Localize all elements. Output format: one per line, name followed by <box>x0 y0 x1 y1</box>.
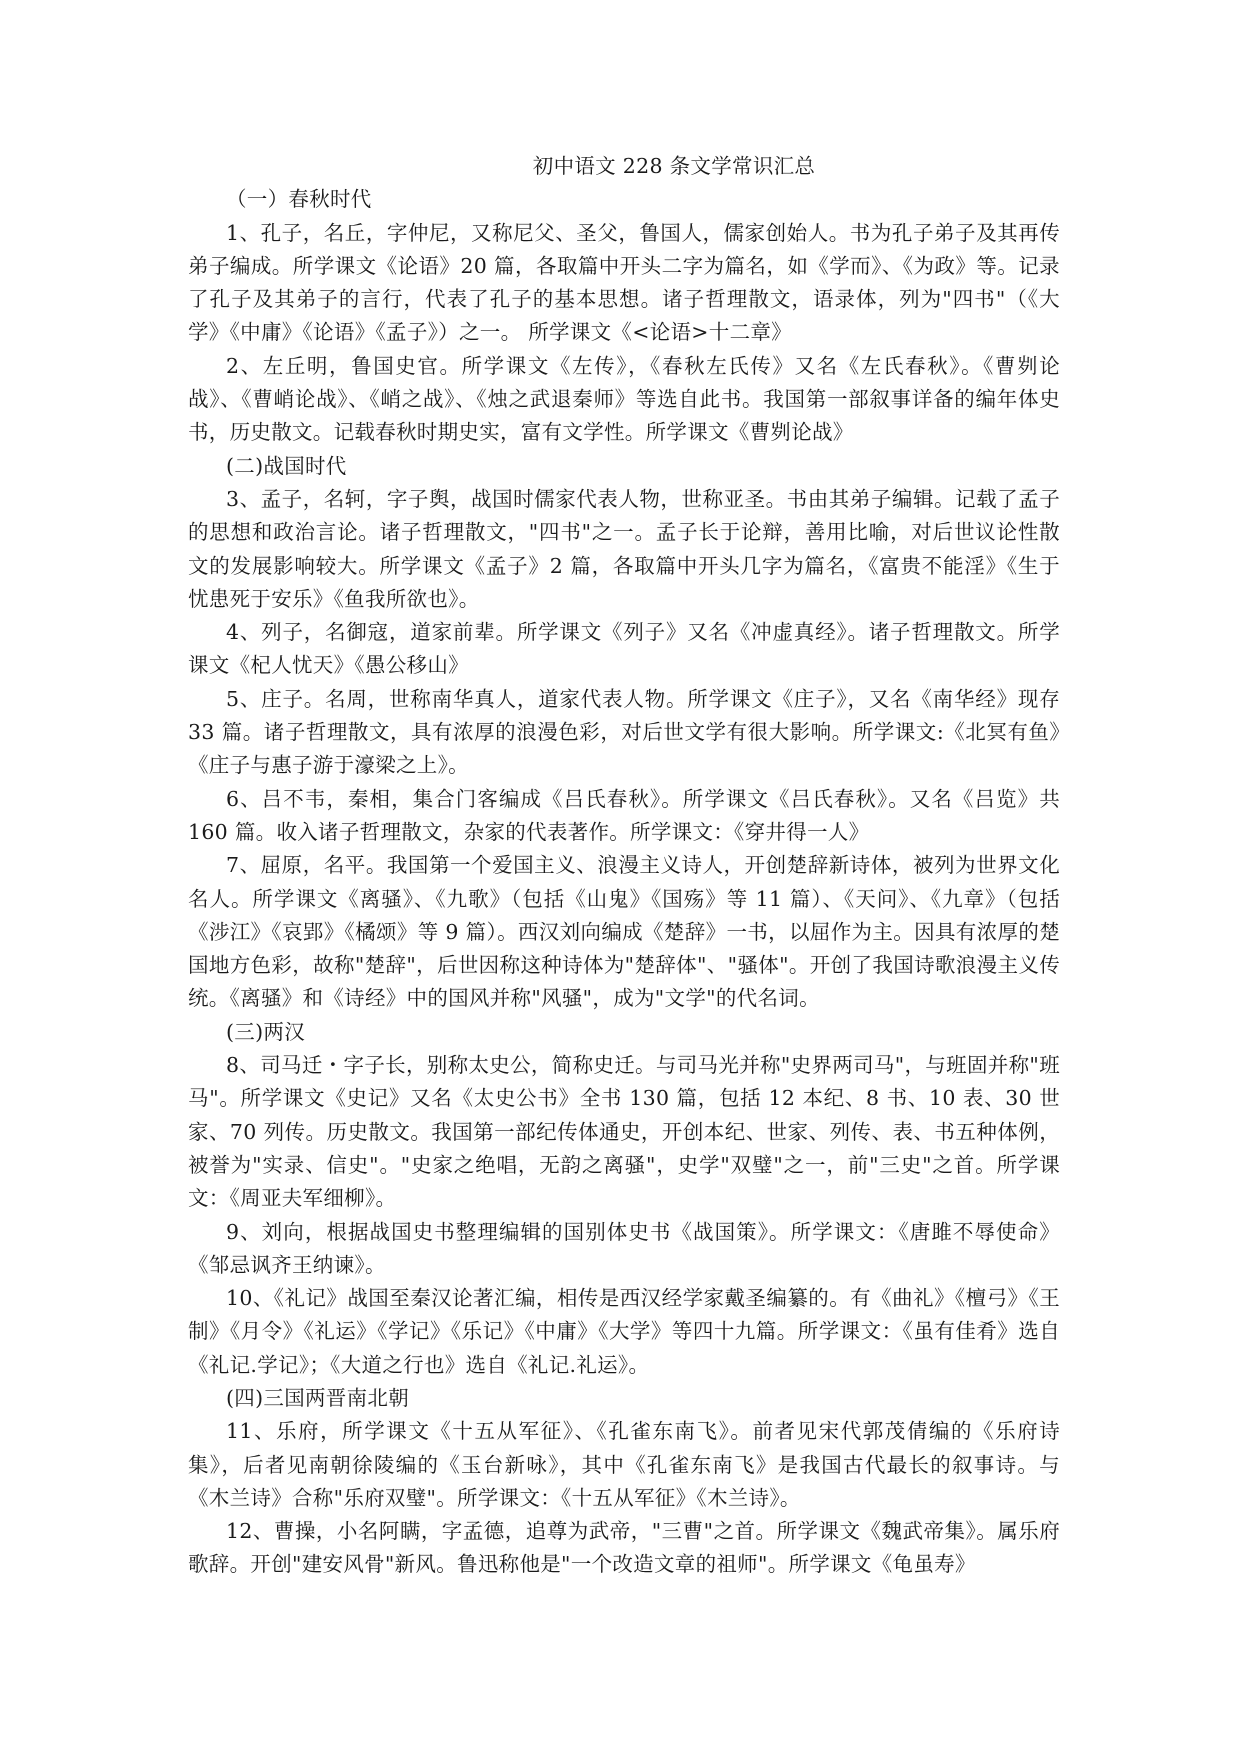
section-heading: (二)战国时代 <box>226 453 347 478</box>
paragraph: 2、左丘明，鲁国史官。所学课文《左传》，《春秋左氏传》又名《左氏春秋》。《曹刿论战》、《曹峭论战》、《峭之战》、《烛之武退秦师》等选自此书。我国第一部叙事详备的编年体史书，历史散文。记载春秋时期史实，富有文学性。所学课文《曹刿论战》 <box>188 353 1060 445</box>
paragraph: 7、屈原，名平。我国第一个爱国主义、浪漫主义诗人，开创楚辞新诗体，被列为世界文化名人。所学课文《离骚》、《九歌》（包括《山鬼》《国殇》等 11 篇）、《天问》、《九章》（包括 《涉江》《哀郢》《橘颂》等 9 篇）。西汉刘向编成《楚辞》一书，以屈作为主。因具有浓厚的楚国地方色彩，故称"楚辞"，后世因称这种诗体为"楚辞体"、"骚体"。开创了我国诗歌浪漫主义传统。《离骚》和《诗经》中的国风并称"风骚"，成为"文学"的代名词。 <box>188 853 1060 1011</box>
section-heading: (三)两汉 <box>226 1019 305 1044</box>
document-title: 初中语文 228 条文学常识汇总 <box>532 154 816 178</box>
paragraph: 4、列子，名御寇，道家前辈。所学课文《列子》又名《冲虚真经》。诸子哲理散文。所学课文《杞人忧天》《愚公移山》 <box>188 620 1060 678</box>
section-heading: (四)三国两晋南北朝 <box>226 1385 409 1410</box>
paragraph: 3、孟子，名轲，字子舆，战国时儒家代表人物，世称亚圣。书由其弟子编辑。记载了孟子的思想和政治言论。诸子哲理散文，"四书"之一。孟子长于论辩，善用比喻，对后世议论性散文的发展影响较大。所学课文《孟子》2 篇，各取篇中开头几字为篇名，《富贵不能淫》《生于忧患死于安乐》《鱼我所欲也》。 <box>188 486 1060 611</box>
document-body <box>188 183 1060 1581</box>
paragraph: 1、孔子，名丘，字仲尼，又称尼父、圣父，鲁国人，儒家创始人。书为孔子弟子及其再传弟子编成。所学课文《论语》20 篇，各取篇中开头二字为篇名，如《学而》、《为政》等。记录了孔子及其弟子的言行，代表了孔子的基本思想。诸子哲理散文，语录体，列为"四书"（《大学》《中庸》《论语》《孟子》）之一。 所学课文《<论语>十二章》 <box>188 220 1060 345</box>
paragraph: 8、司马迁・字子长，别称太史公，简称史迁。与司马光并称"史界两司马"，与班固并称"班马"。所学课文《史记》又名《太史公书》全书 130 篇，包括 12 本纪、8 书、10 表、30 世家、70 列传。历史散文。我国第一部纪传体通史，开创本纪、世家、列传、表、书五种体例，被誉为"实录、信史"。"史家之绝唱，无韵之离骚"，史学"双璧"之一，前"三史"之首。所学课文：《周亚夫军细柳》。 <box>188 1053 1060 1211</box>
paragraph: 9、刘向，根据战国史书整理编辑的国别体史书《战国策》。所学课文：《唐雎不辱使命》《邹忌讽齐王纳谏》。 <box>188 1219 1060 1277</box>
paragraph: 11、乐府，所学课文《十五从军征》、《孔雀东南飞》。前者见宋代郭茂倩编的《乐府诗集》，后者见南朝徐陵编的《玉台新咏》，其中《孔雀东南飞》是我国古代最长的叙事诗。与《木兰诗》合称"乐府双璧"。所学课文：《十五从军征》《木兰诗》。 <box>188 1419 1060 1510</box>
paragraph: 12、曹操，小名阿瞒，字孟德，追尊为武帝，"三曹"之首。所学课文《魏武帝集》。属乐府歌辞。开创"建安风骨"新风。鲁迅称他是"一个改造文章的祖师"。所学课文《龟虽寿》 <box>188 1519 1060 1577</box>
document-page <box>188 150 1060 1582</box>
paragraph: 10、《礼记》战国至秦汉论著汇编，相传是西汉经学家戴圣编纂的。有《曲礼》《檀弓》《王制》《月令》《礼运》《学记》《乐记》《中庸》《大学》等四十九篇。所学课文：《虽有佳肴》选自《礼记.学记》；《大道之行也》选自《礼记.礼运》。 <box>188 1286 1060 1377</box>
paragraph: 6、吕不韦，秦相，集合门客编成《吕氏春秋》。所学课文《吕氏春秋》。又名《吕览》共 160 篇。收入诸子哲理散文，杂家的代表著作。所学课文：《穿井得一人》 <box>188 786 1060 844</box>
paragraph: 5、庄子。名周，世称南华真人，道家代表人物。所学课文《庄子》，又名《南华经》现存 33 篇。诸子哲理散文，具有浓厚的浪漫色彩，对后世文学有很大影响。所学课文:《北冥有鱼》《庄子与惠子游于濠梁之上》。 <box>188 686 1060 778</box>
section-heading: （一）春秋时代 <box>226 187 372 212</box>
